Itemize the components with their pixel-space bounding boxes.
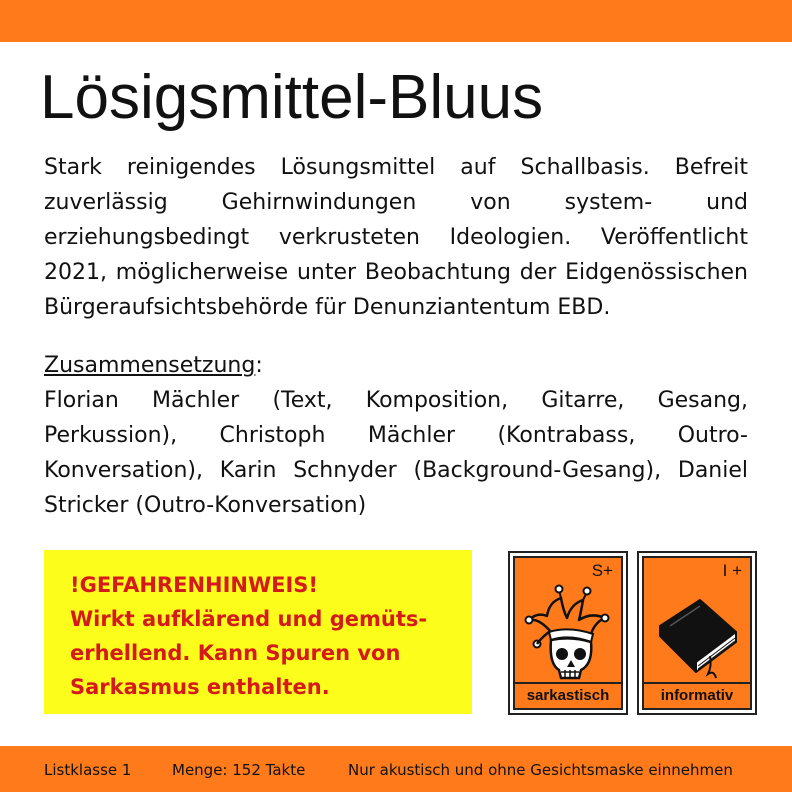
hazard-label: sarkastisch [515,682,621,708]
product-description: Stark reinigendes Lösungsmittel auf Schallbasis. Befreit zuverlässig Gehirnwindungen von system- und erziehungsbedingt verkrusteten Ideologien. Veröffentlicht 2021, möglicherweise unter Beobachtung der Eidgenössischen Bürgeraufsichtsbehörde für Denunziantentum EBD. [44,155,748,320]
hazard-code: I + [722,561,742,580]
composition-section [44,348,748,523]
footer-list-class: Listklasse 1 [44,761,132,779]
composition-heading: Zusammensetzung [44,353,256,378]
top-orange-bar [0,0,792,42]
warning-line: Wirkt aufklärend und gemüts- [70,607,428,631]
footer-bar [0,746,792,792]
composition-colon: : [255,353,263,378]
composition-text: Florian Mächler (Text, Komposition, Gitarre, Gesang, Perkussion), Christoph Mächler (Kontrabass, Outro-Konversation), Karin Schnyder (Background-Gesang), Daniel Stricker (Outro-Konversation) [44,388,748,518]
warning-line: Sarkasmus enthalten. [70,675,330,699]
hazard-code: S+ [591,561,613,580]
footer-instruction: Nur akustisch und ohne Gesichtsmaske einnehmen [348,761,733,779]
hazard-sign-sarcastic [508,551,628,715]
jester-skull-icon [521,582,617,686]
product-title: Lösigsmittel-Bluus [40,63,544,132]
hazard-sign-informative [637,551,757,715]
hazard-warning-box [44,550,472,714]
book-icon [650,582,746,686]
footer-quantity: Menge: 152 Takte [172,761,306,779]
warning-line: erhellend. Kann Spuren von [70,641,401,665]
hazard-label: informativ [644,682,750,708]
warning-line: !GEFAHRENHINWEIS! [70,573,319,597]
